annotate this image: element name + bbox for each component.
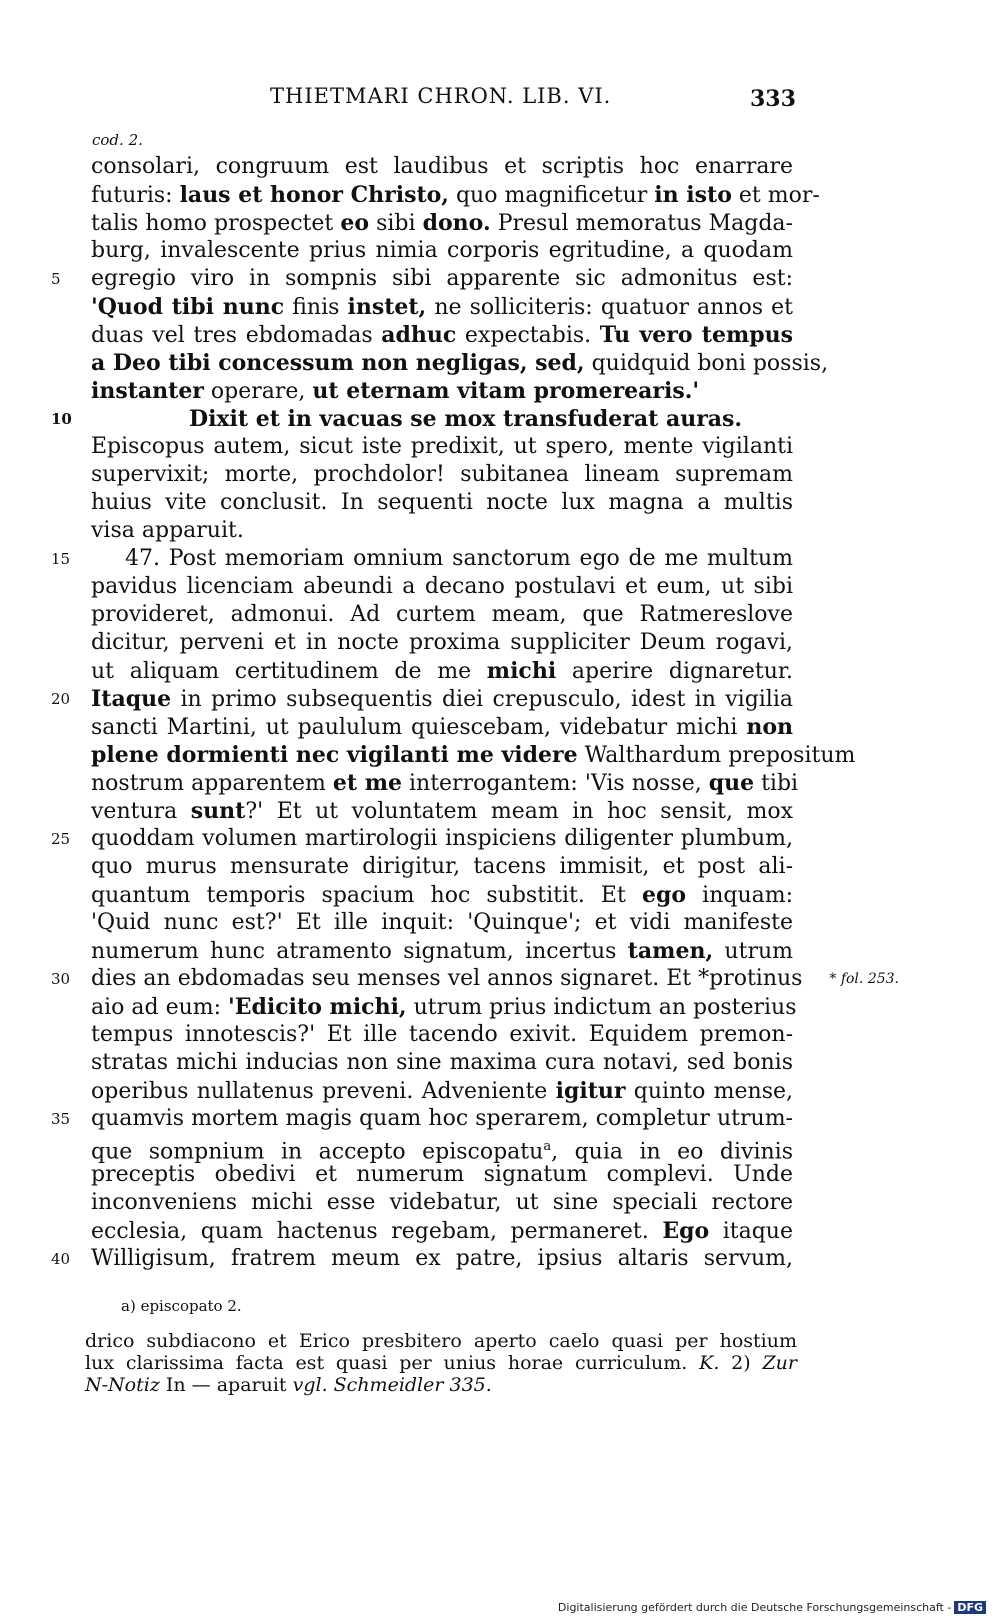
text-line xyxy=(91,433,793,461)
text-line xyxy=(51,1245,793,1273)
text-segment: operare, xyxy=(203,379,313,404)
text-line xyxy=(91,601,793,629)
text-segment: dicitur, perveni et in nocte proxima suppliciter Deum rogavi, xyxy=(91,630,793,655)
text-segment: ecclesia, quam hactenus regebam, permaneret. xyxy=(91,1219,663,1244)
text-segment: que xyxy=(708,770,755,796)
line-number: 35 xyxy=(51,1110,71,1128)
text-segment: ?' Et ut voluntatem meam in hoc sensit, mox xyxy=(245,799,793,824)
text-segment: eo xyxy=(340,210,370,236)
text-segment: nostrum apparentem xyxy=(91,771,333,796)
codex-siglum: cod. 2. xyxy=(92,131,143,149)
text-line xyxy=(91,937,793,965)
text-line xyxy=(91,293,793,321)
text-segment: provideret, admonui. Ad curtem meam, que Ratmereslove xyxy=(91,602,793,627)
text-line xyxy=(91,769,799,797)
footnote-text: Zur xyxy=(762,1352,798,1374)
text-line xyxy=(51,545,793,573)
text-segment: quo murus mensurate dirigitur, tacens immisit, et post ali- xyxy=(91,854,793,879)
text-line xyxy=(91,489,793,517)
footnote-marker: a xyxy=(543,1139,552,1154)
main-text xyxy=(51,153,899,1273)
text-segment: futuris: xyxy=(91,183,180,208)
text-segment: 'Edicito michi, xyxy=(228,994,407,1020)
line-number: 15 xyxy=(51,550,71,568)
footnote-line xyxy=(85,1374,797,1396)
apparatus-footnote: a) episcopato 2. xyxy=(121,1297,242,1315)
text-segment: consolari, congruum est laudibus et scriptis hoc enarrare xyxy=(91,154,793,179)
text-line xyxy=(91,349,829,377)
line-number: 25 xyxy=(51,830,71,848)
text-line xyxy=(91,1021,793,1049)
text-segment: laus et honor Christo, xyxy=(179,182,449,208)
text-segment: finis xyxy=(284,295,348,320)
text-segment: 'Quod tibi nunc xyxy=(91,294,285,320)
text-segment: dies an ebdomadas seu menses vel annos signaret. Et *protinus xyxy=(91,966,803,991)
text-segment: operibus nullatenus preveni. Adveniente xyxy=(91,1079,556,1104)
text-segment: sunt xyxy=(190,798,246,824)
text-segment: ut eternam vitam promerearis.' xyxy=(312,378,700,404)
text-segment: huius vite conclusit. In sequenti nocte lux magna a multis xyxy=(91,490,793,515)
text-segment: pavidus licenciam abeundi a decano postulavi et eum, ut sibi xyxy=(91,574,793,599)
text-segment: Episcopus autem, sicut iste predixit, ut spero, mente vigilanti xyxy=(91,434,793,459)
text-segment: et mor- xyxy=(731,183,820,208)
text-segment: visa apparuit. xyxy=(91,518,244,543)
text-segment: ego xyxy=(641,882,687,908)
text-segment: michi xyxy=(486,658,557,684)
dfg-logo: DFG xyxy=(954,1601,986,1614)
text-line xyxy=(91,461,793,489)
text-segment: Presul memoratus Magda- xyxy=(490,211,793,236)
text-segment: sancti Martini, ut paululum quiescebam, videbatur michi xyxy=(91,715,747,740)
text-line xyxy=(91,1189,793,1217)
text-line xyxy=(91,797,793,825)
text-line xyxy=(91,881,793,909)
text-segment: quo magnificetur xyxy=(448,183,655,208)
text-segment: quoddam volumen martirologii inspiciens diligenter plumbum, xyxy=(91,826,793,851)
text-line xyxy=(91,517,793,545)
text-line xyxy=(91,853,793,881)
text-segment: ut aliquam certitudinem de me xyxy=(91,659,487,684)
text-line xyxy=(91,321,793,349)
text-line xyxy=(91,1049,793,1077)
text-line xyxy=(51,825,793,853)
text-segment: Dixit et in vacuas se mox transfuderat auras. xyxy=(189,406,743,432)
digitization-credit xyxy=(558,1601,986,1614)
text-line xyxy=(91,181,820,209)
text-segment: preceptis obedivi et numerum signatum complevi. Unde xyxy=(91,1162,793,1187)
text-segment: quinto mense, xyxy=(625,1079,793,1104)
footnote-text: N-Notiz xyxy=(85,1374,160,1396)
digitization-text: Digitalisierung gefördert durch die Deutsche Forschungsgemeinschaft - xyxy=(557,1601,952,1614)
text-line xyxy=(51,685,793,713)
text-line xyxy=(91,993,797,1021)
text-line xyxy=(91,1161,793,1189)
footnote-siglum: K. xyxy=(699,1352,720,1374)
text-segment: , quia in eo divinis xyxy=(551,1139,793,1165)
text-line xyxy=(91,713,793,741)
text-line xyxy=(91,1217,793,1245)
text-line xyxy=(51,965,899,993)
text-segment: Willigisum, fratrem meum ex patre, ipsius altaris servum, xyxy=(91,1246,793,1271)
text-segment: instet, xyxy=(347,294,427,320)
text-segment: utrum prius indictum an posterius xyxy=(406,995,797,1020)
text-line xyxy=(91,237,793,265)
text-segment: a Deo tibi concessum non negligas, sed, xyxy=(91,350,585,376)
text-segment: et me xyxy=(332,770,402,796)
line-number: 40 xyxy=(51,1250,71,1268)
footnote-text: lux clarissima facta est quasi per unius horae curriculum. xyxy=(85,1352,688,1374)
text-line xyxy=(91,209,793,237)
footnote-number: 2) xyxy=(731,1352,751,1374)
line-number: 10 xyxy=(51,410,72,428)
text-line xyxy=(91,1133,793,1165)
text-segment: igitur xyxy=(555,1078,626,1104)
text-segment: 'Quid nunc est?' Et ille inquit: 'Quinque'; et vidi manifeste xyxy=(91,910,793,935)
folio-margin-note: * fol. 253. xyxy=(829,971,899,987)
footnote-reference: vgl. Schmeidler 335. xyxy=(292,1374,492,1396)
text-segment: duas vel tres ebdomadas xyxy=(91,323,382,348)
text-segment: tempus innotescis?' Et ille tacendo exivit. Equidem premon- xyxy=(91,1022,793,1047)
text-segment: dono. xyxy=(422,210,491,236)
commentary-footnotes xyxy=(85,1330,797,1396)
text-line xyxy=(91,629,793,657)
text-line xyxy=(91,741,856,769)
text-segment: Itaque xyxy=(91,686,172,712)
text-line xyxy=(91,573,793,601)
text-segment: ventura xyxy=(91,799,191,824)
text-segment: 47. Post memoriam omnium sanctorum ego de me multum xyxy=(125,546,793,571)
text-segment: interrogantem: 'Vis nosse, xyxy=(402,771,709,796)
text-segment: itaque xyxy=(709,1219,793,1244)
text-line xyxy=(51,1105,793,1133)
text-line xyxy=(51,265,793,293)
text-segment: quidquid boni possis, xyxy=(584,351,829,376)
text-segment: in isto xyxy=(654,182,732,208)
text-segment: quantum temporis spacium hoc substitit. Et xyxy=(91,883,642,908)
text-segment: Ego xyxy=(662,1218,710,1244)
text-line xyxy=(91,377,793,405)
text-segment: in primo subsequentis diei crepusculo, idest in vigilia xyxy=(171,687,793,712)
footnote-line xyxy=(85,1352,797,1374)
line-number: 30 xyxy=(51,970,71,988)
footnote-line: drico subdiacono et Erico presbitero aperto caelo quasi per hostium xyxy=(85,1330,797,1352)
text-segment: inconveniens michi esse videbatur, ut sine speciali rectore xyxy=(91,1190,793,1215)
text-segment: inquam: xyxy=(686,883,793,908)
text-segment: aperire dignaretur. xyxy=(556,659,794,684)
footnote-text: In — aparuit xyxy=(165,1374,287,1396)
text-line xyxy=(91,657,793,685)
text-segment: aio ad eum: xyxy=(91,995,229,1020)
text-line xyxy=(91,909,793,937)
line-number: 20 xyxy=(51,690,71,708)
text-segment: numerum hunc atramento signatum, incertus xyxy=(91,939,628,964)
text-segment: instanter xyxy=(91,378,204,404)
text-segment: plene dormienti nec vigilanti me videre xyxy=(91,742,578,768)
text-segment: tibi xyxy=(754,771,799,796)
text-segment: burg, invalescente prius nimia corporis egritudine, a quodam xyxy=(91,238,793,263)
text-segment: stratas michi inducias non sine maxima cura notavi, sed bonis xyxy=(91,1050,793,1075)
text-segment: utrum xyxy=(713,939,793,964)
text-segment: egregio viro in sompnis sibi apparente sic admonitus est: xyxy=(91,266,793,291)
text-segment: supervixit; morte, prochdolor! subitanea lineam supremam xyxy=(91,462,793,487)
text-line xyxy=(51,405,793,433)
running-head: THIETMARI CHRON. LIB. VI. xyxy=(270,84,612,108)
text-segment: que sompnium in accepto episcopatu xyxy=(91,1139,544,1165)
text-segment: adhuc xyxy=(381,322,457,348)
line-number: 5 xyxy=(51,270,61,288)
text-line xyxy=(91,1077,793,1105)
text-segment: ne solliciteris: quatuor annos et xyxy=(426,295,793,320)
text-line xyxy=(91,153,793,181)
text-segment: non xyxy=(746,714,793,740)
text-segment: quamvis mortem magis quam hoc sperarem, completur utrum- xyxy=(91,1106,793,1131)
text-segment: expectabis. xyxy=(456,323,600,348)
text-segment: tamen, xyxy=(627,938,714,964)
page-number: 333 xyxy=(750,86,796,112)
text-segment: Walthardum prepositum xyxy=(577,743,856,768)
text-segment: Tu vero tempus xyxy=(599,322,793,348)
text-segment: talis homo prospectet xyxy=(91,211,341,236)
text-segment: sibi xyxy=(369,211,423,236)
